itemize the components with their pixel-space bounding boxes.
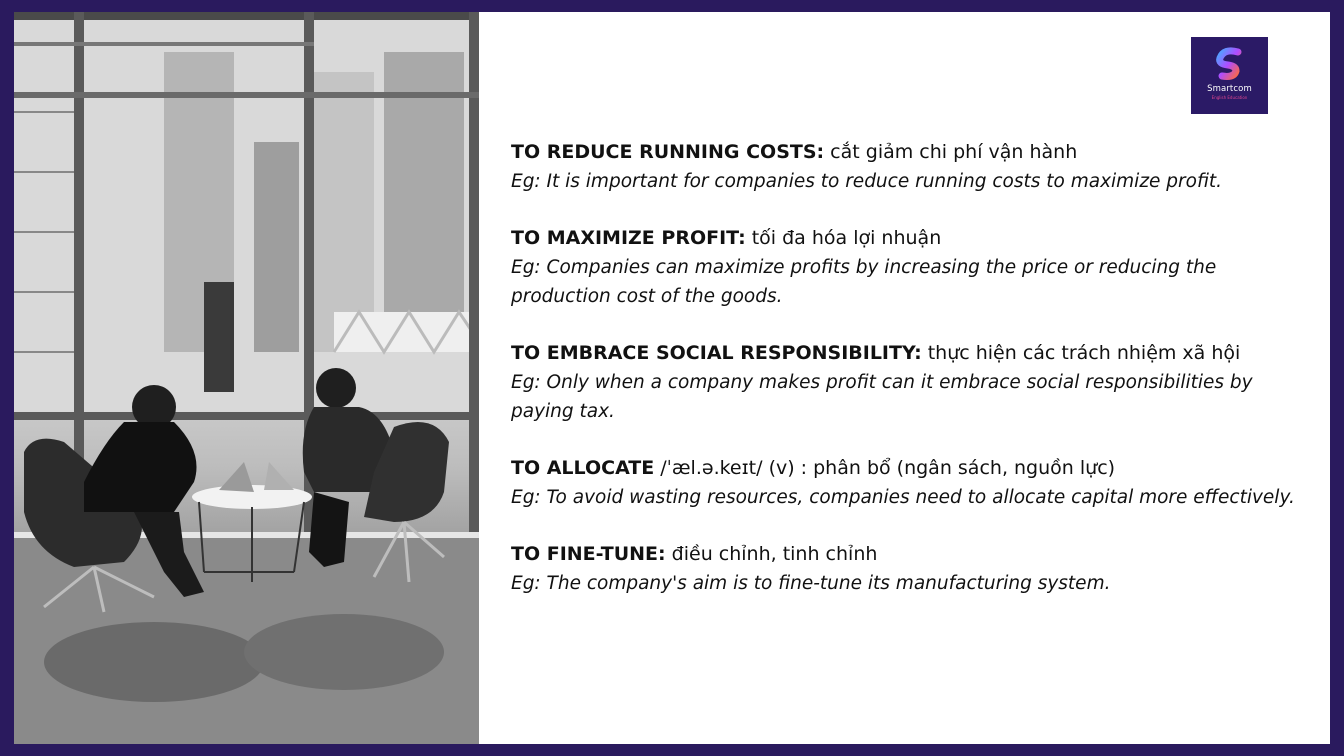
vocab-entry-allocate [511, 454, 1311, 512]
vocab-heading [511, 138, 1311, 167]
photo-illustration [14, 12, 479, 744]
slide [14, 12, 1330, 744]
vocab-entry-fine-tune [511, 540, 1311, 598]
vocab-entry-reduce-running-costs [511, 138, 1311, 196]
vocab-entry-embrace-social-responsibility [511, 339, 1311, 426]
vocab-term: TO MAXIMIZE PROFIT: [511, 227, 746, 249]
vocab-meaning: /ˈæl.ə.keɪt/ (v) : phân bổ (ngân sách, nguồn lực) [654, 457, 1116, 479]
vocabulary-list [511, 138, 1311, 626]
office-meeting-photo [14, 12, 479, 744]
vocab-term: TO REDUCE RUNNING COSTS: [511, 141, 825, 163]
vocab-heading [511, 540, 1311, 569]
vocab-example: Eg: Only when a company makes profit can it embrace social responsibilities by paying tax. [511, 372, 1253, 422]
vocab-meaning: thực hiện các trách nhiệm xã hội [921, 342, 1241, 364]
vocab-term: TO ALLOCATE [511, 457, 655, 479]
vocab-heading [511, 224, 1311, 253]
vocab-meaning: cắt giảm chi phí vận hành [824, 141, 1078, 163]
vocab-heading [511, 339, 1311, 368]
logo-name: Smartcom [1207, 84, 1252, 94]
smartcom-logo-icon [1212, 46, 1248, 82]
vocab-example: Eg: Companies can maximize profits by increasing the price or reducing the production cost of the goods. [511, 257, 1217, 307]
vocab-heading [511, 454, 1311, 483]
smartcom-logo [1191, 37, 1268, 114]
vocab-term: TO EMBRACE SOCIAL RESPONSIBILITY: [511, 342, 922, 364]
vocab-example: Eg: It is important for companies to reduce running costs to maximize profit. [511, 171, 1223, 192]
vocab-example: Eg: The company's aim is to fine-tune its manufacturing system. [511, 573, 1111, 594]
vocab-example: Eg: To avoid wasting resources, companies need to allocate capital more effectively. [511, 487, 1295, 508]
vocab-entry-maximize-profit [511, 224, 1311, 311]
vocab-term: TO FINE-TUNE: [511, 543, 666, 565]
logo-tagline: English Education [1211, 95, 1248, 100]
vocab-meaning: tối đa hóa lợi nhuận [745, 227, 942, 249]
vocab-meaning: điều chỉnh, tinh chỉnh [665, 543, 878, 565]
